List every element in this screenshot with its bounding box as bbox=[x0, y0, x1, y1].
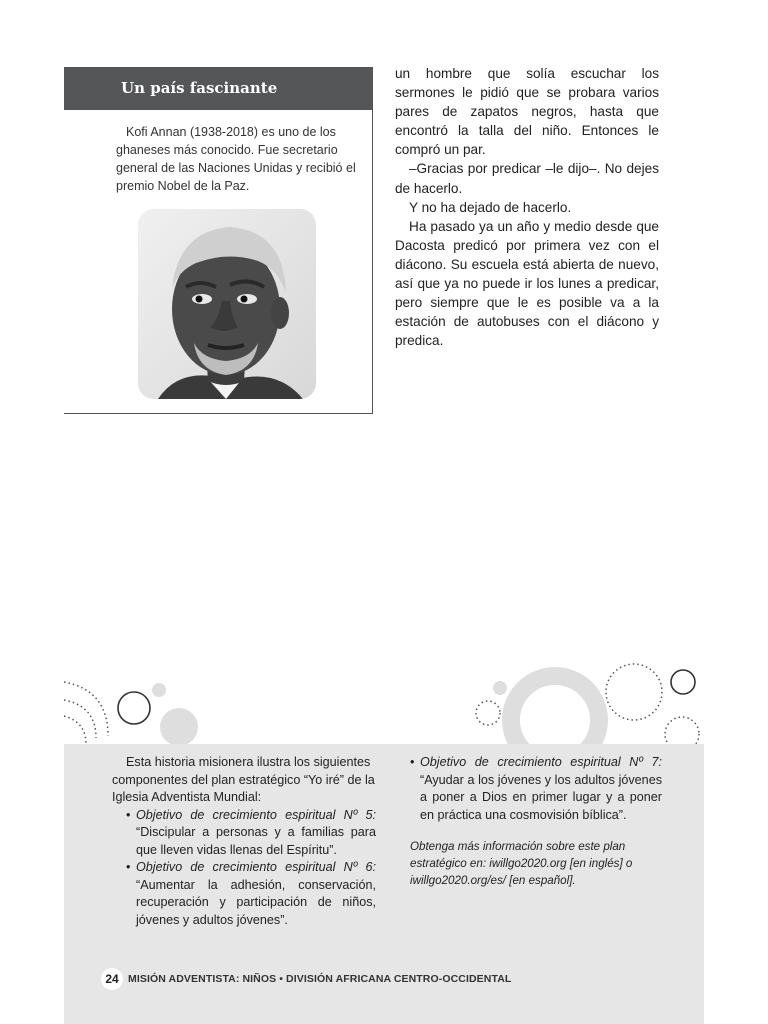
story-paragraph: Ha pasado ya un año y medio desde que Dacosta predicó por primera vez con el diácono. Su escuela está abierta de nuevo, así que ya no puede ir los lunes a predicar, pero siempre que le es posible va a la estación de autobuses con el diácono y predica. bbox=[395, 218, 659, 349]
objective-item bbox=[126, 859, 376, 929]
page-number: 24 bbox=[101, 968, 123, 990]
objective-label: Objetivo de crecimiento espiritual Nº 7: bbox=[420, 755, 662, 769]
story-paragraph: –Gracias por predicar –le dijo–. No dejes de hacerlo. bbox=[395, 161, 659, 196]
objective-text: “Discipular a personas y a familias para que lleven vidas llenas del Espíritu”. bbox=[136, 825, 376, 857]
story-paragraph: un hombre que solía escuchar los sermones le pidió que se probara varios pares de zapatos negros, hasta que encontró la talla del niño. Entonces le compró un par. bbox=[395, 66, 659, 158]
sidebar-box bbox=[64, 67, 373, 414]
portrait-photo bbox=[138, 209, 316, 399]
panel-left-column bbox=[112, 754, 376, 929]
story-paragraph: Y no ha dejado de hacerlo. bbox=[409, 199, 572, 215]
objective-text: “Ayudar a los jóvenes y los adultos jóvenes a poner a Dios en primer lugar y a poner en práctica una cosmovisión bíblica”. bbox=[420, 772, 662, 822]
panel-intro: Esta historia misionera ilustra los siguientes componentes del plan estratégico “Yo iré” de la Iglesia Adventista Mundial: bbox=[112, 755, 375, 804]
footer-title: MISIÓN ADVENTISTA: NIÑOS • DIVISIÓN AFRICANA CENTRO-OCCIDENTAL bbox=[128, 973, 512, 985]
sidebar-text: Kofi Annan (1938-2018) es uno de los ghaneses más conocido. Fue secretario general de las Naciones Unidas y recibió el premio Nobel de la Paz. bbox=[116, 125, 356, 193]
objective-label: Objetivo de crecimiento espiritual Nº 5: bbox=[136, 807, 376, 822]
page-footer bbox=[101, 968, 511, 990]
objective-label: Objetivo de crecimiento espiritual Nº 6: bbox=[136, 860, 376, 874]
story-column bbox=[395, 64, 659, 350]
sidebar-title: Un país fascinante bbox=[64, 67, 372, 110]
more-info-text: Obtenga más información sobre este plan estratégico en: iwillgo2020.org [en inglés] o iwillgo2020.org/es/ [en español]. bbox=[410, 840, 633, 887]
panel-right-column bbox=[410, 754, 662, 889]
objective-item bbox=[126, 807, 376, 860]
objectives-list bbox=[112, 807, 376, 930]
objectives-list bbox=[410, 754, 662, 824]
objective-item bbox=[410, 754, 662, 824]
objective-text: “Aumentar la adhesión, conservación, recuperación y participación de niños, jóvenes y adultos jóvenes”. bbox=[136, 877, 376, 927]
